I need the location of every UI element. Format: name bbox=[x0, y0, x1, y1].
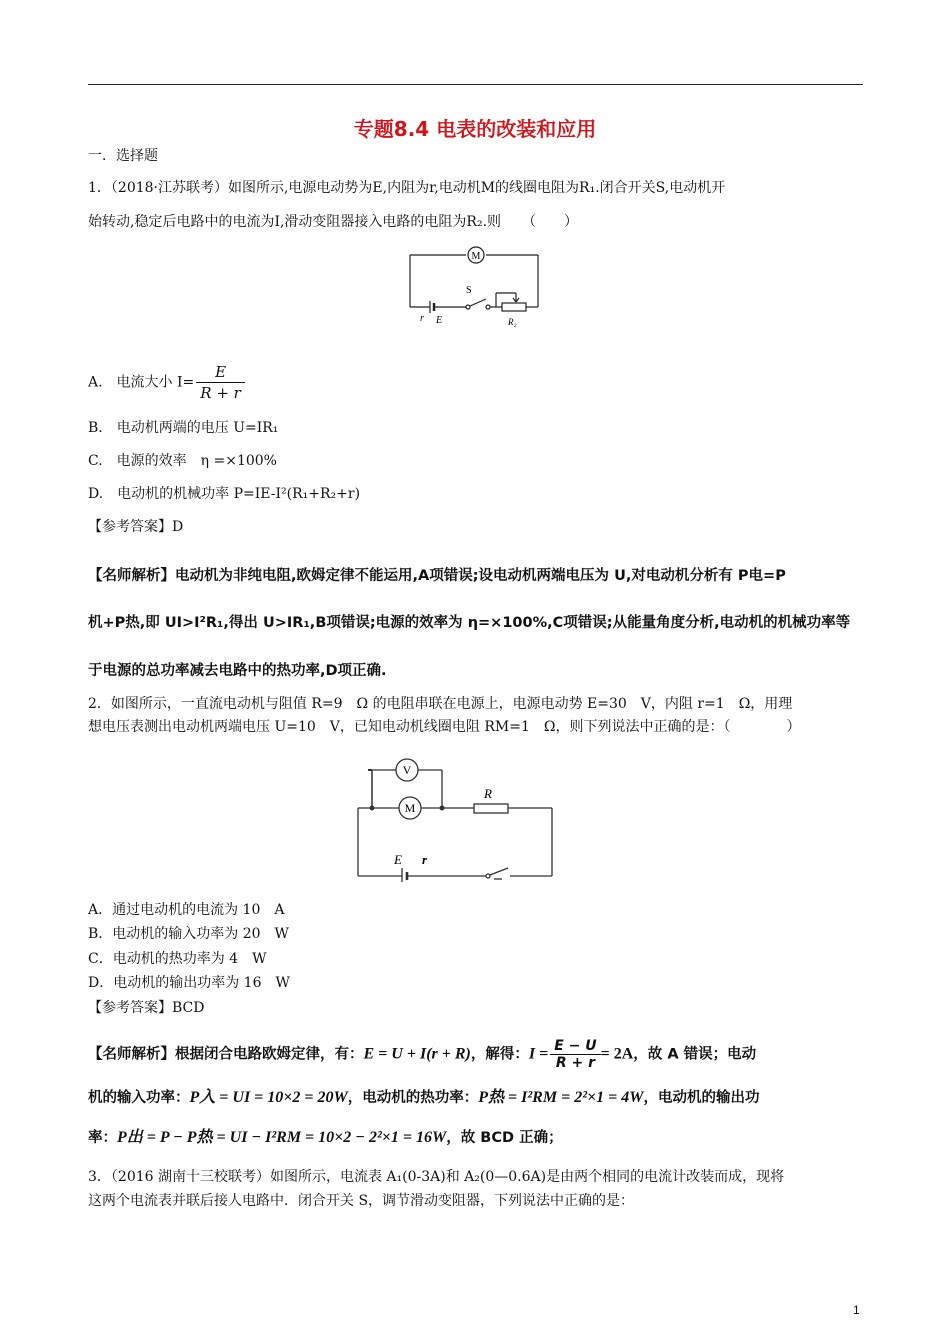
page-number: 1 bbox=[853, 1303, 860, 1317]
q2-analysis3-text-a: 率： bbox=[88, 1130, 117, 1146]
q2-E-label: E bbox=[394, 852, 402, 867]
q1-switch-label: S bbox=[466, 285, 472, 296]
q2-analysis-line1 bbox=[88, 1038, 756, 1071]
header-rule bbox=[88, 84, 863, 85]
q3-stem-line1: 3．（2016 湖南十三校联考）如图所示，电流表 A₁(0-3A)和 A₂(0—0.6A)是由两个相同的电流计改装而成，现将 bbox=[88, 1169, 785, 1185]
q1-answer: 【参考答案】D bbox=[88, 519, 184, 535]
q1-option-a-denominator: R + r bbox=[200, 384, 241, 402]
q1-analysis-line2: 机+P热,即 UI>I²R₁,得出 U>IR₁,B项错误;电源的效率为 η=×100%,C项错误;从能量角度分析,电动机的机械功率等 bbox=[88, 615, 851, 631]
q2-option-c: C．电动机的热功率为 4 W bbox=[88, 951, 267, 967]
q2-option-a: A．通过电动机的电流为 10 A bbox=[88, 902, 285, 918]
q1-option-a-fraction bbox=[196, 362, 245, 403]
q2-motor-label: M bbox=[404, 801, 416, 815]
q2-analysis2-formula-b: P入 = UI = 10×2 = 20W bbox=[189, 1089, 348, 1106]
q2-stem-line2: 想电压表测出电动机两端电压 U=10 V，已知电动机线圈电阻 RM=1 Ω，则下列说法中正确的是：（ ） bbox=[88, 719, 801, 735]
q1-circuit-figure bbox=[404, 243, 544, 333]
q2-analysis3-formula-b: P出 = P − P热 = UI − I²RM = 10×2 − 2²×1 = 16W bbox=[117, 1129, 447, 1146]
q2-answer: 【参考答案】BCD bbox=[88, 1000, 205, 1016]
q2-analysis1-denominator: R + r bbox=[555, 1055, 595, 1071]
q1-analysis-line3: 于电源的总功率减去电路中的热功率,D项正确. bbox=[88, 663, 387, 679]
q3-stem-line2: 这两个电流表并联后接人电路中．闭合开关 S，调节滑动变阻器，下列说法中正确的是： bbox=[88, 1193, 635, 1209]
q2-analysis1-numerator: E − U bbox=[550, 1038, 600, 1055]
q2-circuit-wiring bbox=[356, 756, 556, 882]
q2-voltmeter-label: V bbox=[402, 763, 412, 777]
q1-R2-label: R₂ bbox=[508, 317, 517, 327]
q2-analysis1-text-c: ，解得： bbox=[470, 1046, 529, 1063]
q1-option-a-prefix: A. 电流大小 I= bbox=[88, 374, 195, 391]
q2-option-b: B．电动机的输入功率为 20 W bbox=[88, 926, 289, 942]
q1-option-a bbox=[88, 362, 245, 403]
q2-analysis1-fraction bbox=[550, 1038, 600, 1071]
q2-analysis2-text-e: ，电动机的输出功 bbox=[643, 1090, 760, 1106]
q2-analysis1-text-f: ，故 A 错误；电动 bbox=[633, 1046, 757, 1063]
q1-analysis-line1: 【名师解析】电动机为非纯电阻,欧姆定律不能运用,A项错误;设电动机两端电压为 U,对电动机分析有 P电=P bbox=[88, 568, 786, 584]
q2-analysis2-text-c: ，电动机的热功率： bbox=[347, 1090, 479, 1106]
q2-analysis1-formula-e: = 2A bbox=[600, 1045, 634, 1063]
q1-r-label: r bbox=[420, 313, 424, 324]
q2-analysis2-formula-d: P热 = I²RM = 2²×1 = 4W bbox=[478, 1089, 644, 1106]
q1-option-b: B. 电动机两端的电压 U=IR₁ bbox=[88, 420, 279, 436]
q2-option-d: D．电动机的输出功率为 16 W bbox=[88, 975, 290, 991]
q1-option-c: C. 电源的效率 η =×100% bbox=[88, 453, 277, 469]
q2-analysis1-formula-b: E = U + I(r + R) bbox=[363, 1045, 471, 1063]
q2-R-label: R bbox=[484, 786, 492, 801]
q1-motor-label: M bbox=[471, 251, 481, 262]
q1-option-d: D. 电动机的机械功率 P=IE-I²(R₁+R₂+r) bbox=[88, 486, 361, 502]
q2-analysis2-text-a: 机的输入功率： bbox=[88, 1090, 190, 1106]
q2-analysis-line3 bbox=[88, 1128, 563, 1148]
q2-analysis3-text-c: ，故 BCD 正确； bbox=[446, 1130, 563, 1146]
q2-stem-line1: 2．如图所示，一直流电动机与阻值 R=9 Ω 的电阻串联在电源上，电源电动势 E=30 V，内阻 r=1 Ω，用理 bbox=[88, 696, 793, 712]
section-heading: 一．选择题 bbox=[88, 148, 158, 164]
page-title: 专题8.4 电表的改装和应用 bbox=[353, 117, 597, 141]
q2-analysis1-formula-d: I = bbox=[528, 1045, 549, 1063]
q2-analysis-line2 bbox=[88, 1088, 759, 1108]
q1-option-a-numerator: E bbox=[196, 362, 245, 383]
q2-analysis1-text-a: 【名师解析】根据闭合电路欧姆定律，有： bbox=[88, 1046, 364, 1063]
q2-r-label: r bbox=[422, 852, 428, 867]
q1-stem-line2: 始转动,稳定后电路中的电流为I,滑动变阻器接入电路的电阻为R₂.则 （ ） bbox=[88, 214, 579, 230]
q1-stem-line1: 1．（2018·江苏联考）如图所示,电源电动势为E,内阻为r,电动机M的线圈电阻为R₁.闭合开关S,电动机开 bbox=[88, 180, 726, 196]
q1-E-label: E bbox=[436, 315, 443, 326]
